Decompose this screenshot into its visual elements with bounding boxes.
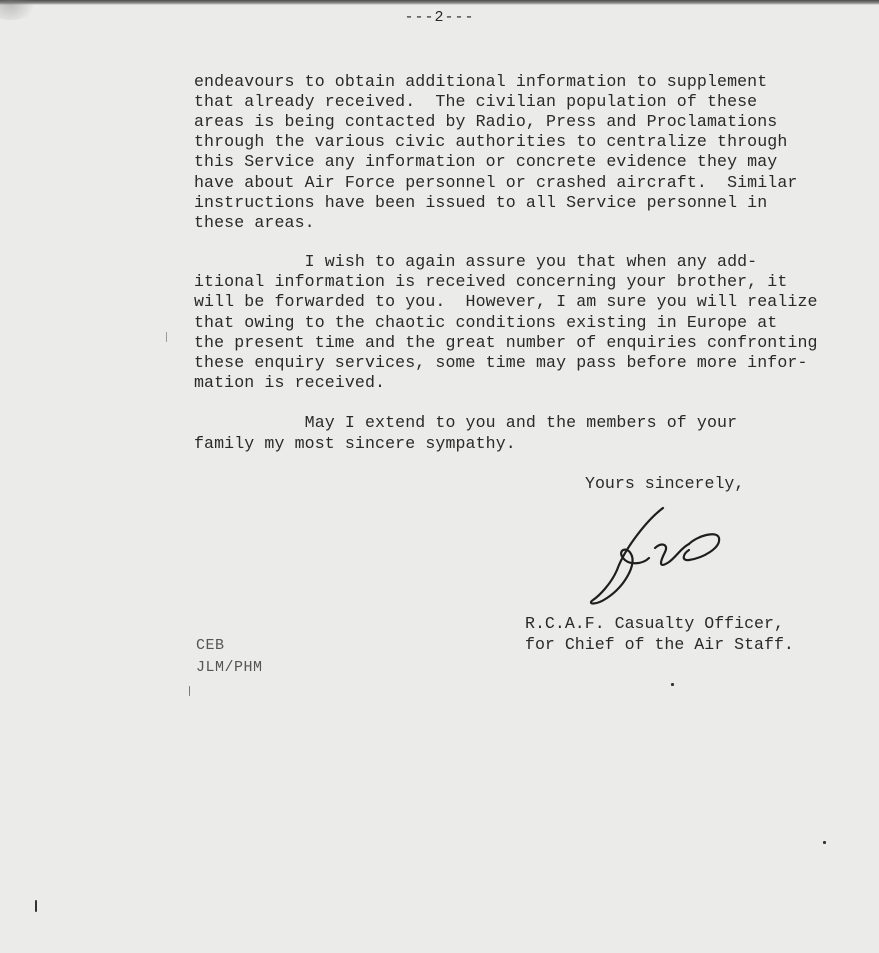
paper-speck [823, 841, 826, 844]
paragraph1-line: instructions have been issued to all Service personnel in [194, 193, 768, 212]
paragraph1-line: have about Air Force personnel or crashed aircraft. Similar [194, 173, 798, 192]
reference-initials-1: CEB [196, 637, 225, 654]
paragraph1-line: that already received. The civilian population of these [194, 92, 758, 111]
paragraph1-line: this Service any information or concrete evidence they may [194, 152, 778, 171]
paper-speck [35, 900, 37, 912]
paragraph2-line: these enquiry services, some time may pass before more infor- [194, 353, 808, 372]
signatory-title: R.C.A.F. Casualty Officer, [525, 614, 784, 633]
reference-initials-2: JLM/PHM [196, 659, 263, 676]
page-number: ---2--- [404, 9, 475, 26]
paragraph1-line: through the various civic authorities to centralize through [194, 132, 788, 151]
paragraph2-line: I wish to again assure you that when any add- [194, 252, 758, 271]
paragraph1-line: endeavours to obtain additional information to supplement [194, 72, 768, 91]
paragraph2-line: itional information is received concerning your brother, it [194, 272, 788, 291]
paragraph1-line: areas is being contacted by Radio, Press and Proclamations [194, 112, 778, 131]
signatory-org: for Chief of the Air Staff. [525, 635, 794, 654]
paper-speck [166, 332, 167, 342]
paragraph2-line: that owing to the chaotic conditions existing in Europe at [194, 313, 778, 332]
handwritten-signature [585, 500, 725, 612]
closing: Yours sincerely, [585, 474, 745, 493]
paragraph2-line: will be forwarded to you. However, I am sure you will realize [194, 292, 818, 311]
paper-speck [189, 686, 190, 696]
paragraph1-line: these areas. [194, 213, 315, 232]
paragraph2-line: the present time and the great number of enquiries confronting [194, 333, 818, 352]
paragraph2-line: mation is received. [194, 373, 386, 392]
paragraph3-line: family my most sincere sympathy. [194, 434, 516, 453]
page-top-edge [0, 0, 879, 5]
paper-speck [671, 683, 674, 686]
paragraph3-line: May I extend to you and the members of your [194, 413, 738, 432]
